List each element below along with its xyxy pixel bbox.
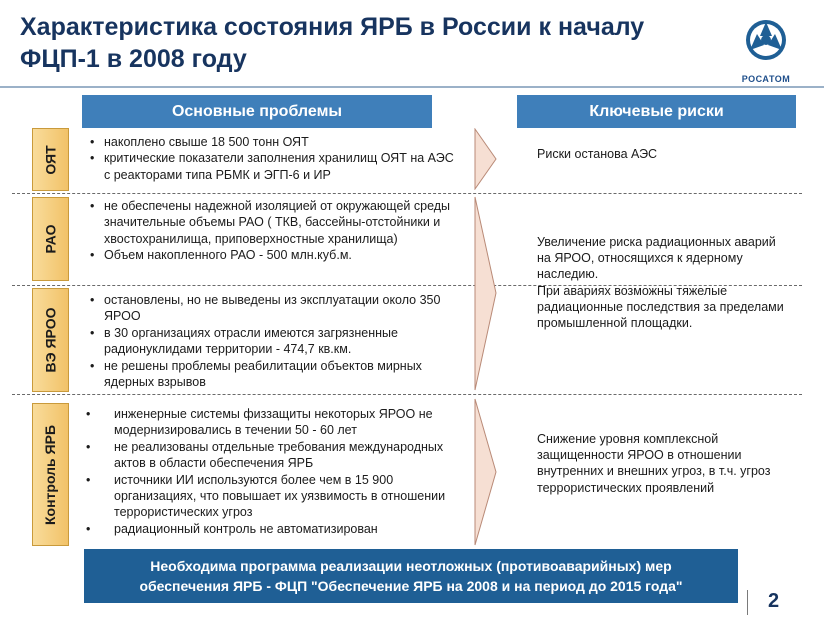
logo-text: РОСАТОМ [741,74,791,84]
header-key-risks: Ключевые риски [517,95,796,128]
list-item: • Объем накопленного РАО - 500 млн.куб.м. [90,247,455,263]
row-label-rao-text: РАО [42,224,59,254]
page-number-divider [747,590,748,615]
list-item: • источники ИИ используются более чем в 15 900 организациях, что повышает их уязвимость в отношении террористических угроз [86,472,476,521]
slide-title [20,11,720,75]
list-item: • не реализованы отдельные требования международных актов в области обеспечения ЯРБ [86,439,476,472]
problems-list-control [86,406,476,537]
rosatom-logo [736,14,796,84]
list-item: • радиационный контроль не автоматизирован [86,521,476,537]
row-label-vey-text: ВЭ ЯРОО [42,307,59,373]
risk-block-2 [537,234,792,331]
row-label-control-text: Контроль ЯРБ [42,424,59,525]
list-item: • в 30 организациях отрасли имеются загрязненные радионуклидами территории - 474,7 кв.км. [90,325,455,358]
title-divider [0,86,824,88]
row-label-control [32,403,69,546]
risk-text-1: Риски останова АЭС [537,147,658,161]
row-label-vey [32,288,69,392]
arrow-right-icon [474,398,498,546]
title-line-1: Характеристика состояния ЯРБ в России к началу [20,13,645,41]
list-item: • инженерные системы физзащиты некоторых ЯРОО не модернизировались в течении 50 - 60 лет [86,406,476,439]
list-item: • остановлены, но не выведены из эксплуатации около 350 ЯРОО [90,292,455,325]
risk-text-3: Снижение уровня комплексной защищенности ЯРОО в отношении внутренних и внешних угроз, в т.ч. угроз террористических проявлений [537,432,771,495]
conclusion-box [84,549,738,603]
arrow-right-icon [474,196,498,391]
risk-text-2b: При авариях возможны тяжелые радиационные последствия за пределами промышленной площадки. [537,283,784,331]
problems-list-vey [90,292,455,390]
list-item: • не обеспечены надежной изоляцией от окружающей среды значительные объемы РАО ( ТКВ, бассейны-отстойники и хвостохранилища, приповерхностные хранилища) [90,198,455,247]
conclusion-line-1: Необходима программа реализации неотложных (противоаварийных) мер [150,558,672,574]
atom-icon [742,14,790,72]
page-number: 2 [768,590,780,612]
row-label-rao [32,197,69,281]
row-label-oyat-text: ОЯТ [42,144,59,175]
arrow-right-icon [474,128,498,190]
row-separator [12,394,802,395]
conclusion-line-2: обеспечения ЯРБ - ФЦП "Обеспечение ЯРБ на 2008 и на период до 2015 года" [139,578,683,594]
list-item: • не решены проблемы реабилитации объектов мирных ядерных взрывов [90,358,455,391]
problems-list-oyat [90,134,455,183]
risk-text-2a: Увеличение риска радиационных аварий на ЯРОО, относящихся к ядерному наследию. [537,235,776,282]
list-item: • критические показатели заполнения хранилищ ОЯТ на АЭС с реакторами типа РБМК и ЭГП-6 и ИР [90,150,455,183]
list-item: • накоплено свыше 18 500 тонн ОЯТ [90,134,455,150]
problems-list-rao [90,198,455,264]
title-line-2: ФЦП-1 в 2008 году [20,45,247,73]
header-main-problems: Основные проблемы [82,95,432,128]
row-separator [12,193,802,194]
row-label-oyat [32,128,69,191]
